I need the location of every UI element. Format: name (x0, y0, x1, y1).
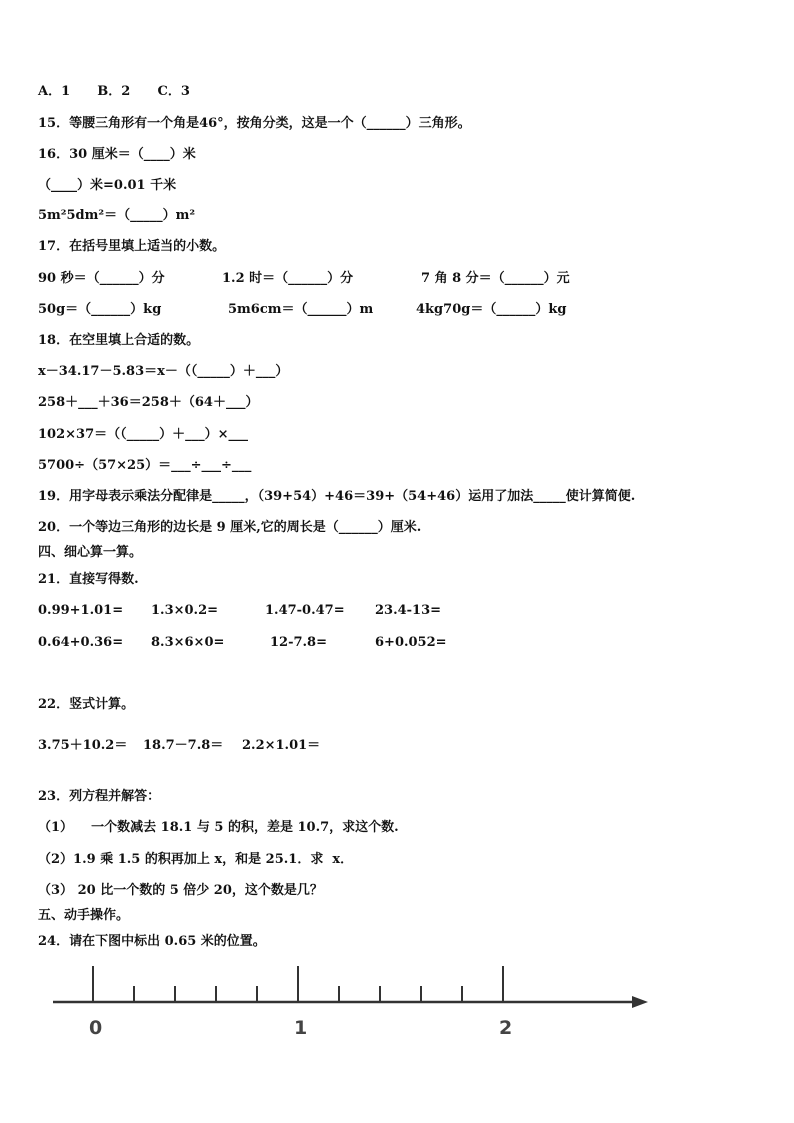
q22-item: 18.7－7.8＝ (143, 738, 224, 753)
question-18: 18．在空里填上合适的数。 (38, 333, 200, 348)
number-line (0, 955, 794, 1045)
question-15: 15．等腰三角形有一个角是46°，按角分类，这是一个（______）三角形。 (38, 116, 471, 131)
tick-label: 1 (294, 1017, 308, 1039)
question-16-c: 5m²5dm²＝（_____）m² (38, 208, 196, 223)
question-18-b: 258＋___＋36＝258＋（64＋___） (38, 395, 259, 410)
question-23-1: （1） 一个数减去 18.1 与 5 的积，差是 10.7，求这个数. (38, 820, 399, 835)
q17-item: 50g＝（______）kg (38, 302, 162, 317)
question-22: 22．竖式计算。 (38, 697, 135, 712)
question-16-b: （____）米=0.01 千米 (38, 178, 177, 193)
option-line: A．1 B．2 C．3 (38, 84, 190, 99)
q22-item: 2.2×1.01＝ (242, 738, 321, 753)
q21-item: 1.3×0.2= (151, 603, 219, 618)
tick-label: 2 (499, 1017, 513, 1039)
question-23: 23．列方程并解答： (38, 789, 161, 804)
q21-item: 1.47-0.47= (265, 603, 345, 618)
section-5-heading: 五、动手操作。 (38, 908, 130, 923)
q21-item: 8.3×6×0= (151, 635, 225, 650)
question-18-d: 5700÷（57×25）＝___÷___÷___ (38, 458, 252, 473)
q22-item: 3.75＋10.2＝ (38, 738, 128, 753)
q17-item: 4kg70g＝（______）kg (416, 302, 567, 317)
q17-item: 1.2 时＝（______）分 (222, 271, 354, 286)
question-17: 17．在括号里填上适当的小数。 (38, 239, 226, 254)
question-18-a: x－34.17－5.83＝x－（（_____）＋___） (38, 364, 289, 379)
q21-item: 12-7.8= (270, 635, 327, 650)
question-16: 16．30 厘米＝（____）米 (38, 147, 196, 162)
section-4-heading: 四、细心算一算。 (38, 545, 143, 560)
q17-item: 7 角 8 分＝（______）元 (421, 271, 570, 286)
question-18-c: 102×37＝（（_____）＋___）×___ (38, 427, 249, 442)
question-21: 21．直接写得数. (38, 572, 139, 587)
question-24: 24．请在下图中标出 0.65 米的位置。 (38, 934, 266, 949)
q21-item: 23.4-13= (375, 603, 442, 618)
q21-item: 0.99+1.01= (38, 603, 124, 618)
tick-label: 0 (89, 1017, 103, 1039)
q17-item: 90 秒＝（______）分 (38, 271, 165, 286)
question-23-2: （2）1.9 乘 1.5 的积再加上 x，和是 25.1．求 x． (38, 852, 354, 867)
arrow-head (632, 996, 648, 1008)
q21-item: 0.64+0.36= (38, 635, 124, 650)
question-19: 19．用字母表示乘法分配律是_____，（39+54）+46＝39+（54+46）运用了加法_____使计算简便. (38, 489, 636, 504)
q17-item: 5m6cm＝（______）m (228, 302, 374, 317)
question-23-3: （3） 20 比一个数的 5 倍少 20，这个数是几？ (38, 883, 323, 898)
q21-item: 6+0.052= (375, 635, 447, 650)
question-20: 20．一个等边三角形的边长是 9 厘米,它的周长是（______）厘米. (38, 520, 422, 535)
